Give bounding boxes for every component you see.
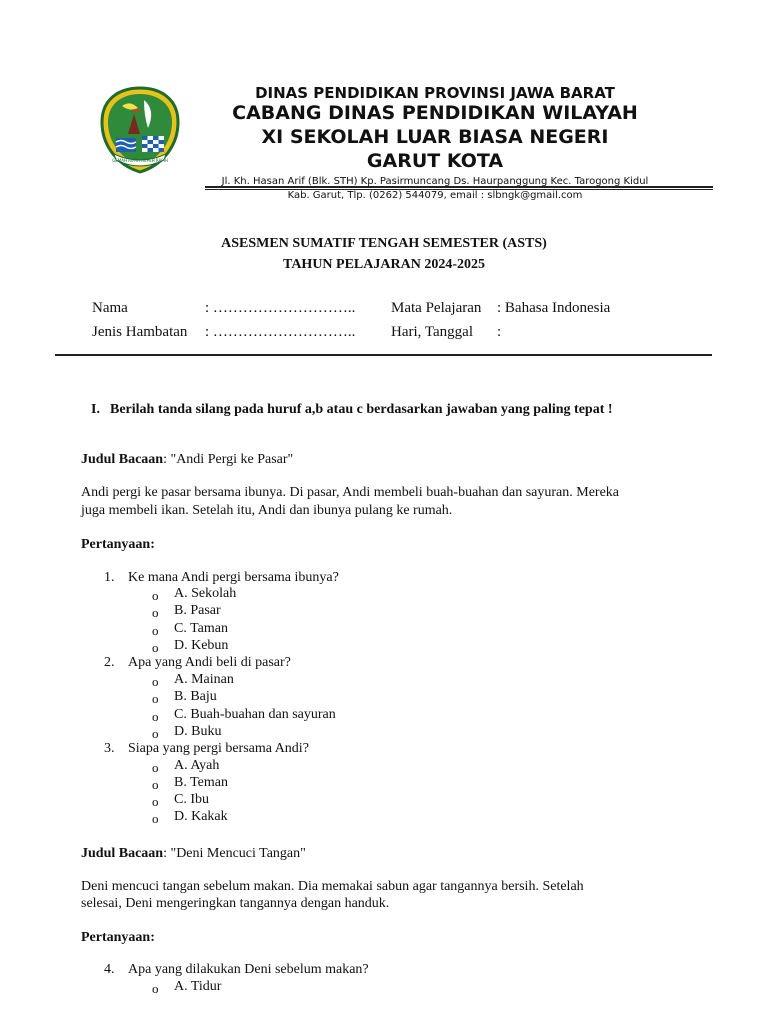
option-item[interactable]: A. Ayah <box>174 758 220 773</box>
option-bullet: o <box>152 640 159 655</box>
province-emblem-logo <box>100 86 180 174</box>
reading-1-label: Judul Bacaan <box>81 452 164 467</box>
hari-field: : <box>497 324 502 340</box>
reading-2-title: : "Deni Mencuci Tangan" <box>163 846 306 861</box>
option-bullet: o <box>152 709 159 724</box>
exam-year: TAHUN PELAJARAN 2024-2025 <box>283 257 485 272</box>
question-number: 1. <box>104 570 115 585</box>
header-address-line-1: Jl. Kh. Hasan Arif (Blk. STH) Kp. Pasirmuncang Ds. Haurpanggung Kec. Tarogong Kidul <box>221 176 649 187</box>
option-bullet: o <box>152 674 159 689</box>
header-branch-line: CABANG DINAS PENDIDIKAN WILAYAH <box>232 102 638 124</box>
reading-1-title: : "Andi Pergi ke Pasar" <box>163 452 294 467</box>
option-item[interactable]: B. Teman <box>174 775 228 790</box>
question-text: Apa yang Andi beli di pasar? <box>128 655 291 670</box>
logo-motto: GEMAH RIPAH REPEH RAPIH <box>112 158 168 163</box>
option-item[interactable]: D. Buku <box>174 724 222 739</box>
option-item[interactable]: D. Kebun <box>174 638 229 653</box>
hambatan-label: Jenis Hambatan <box>92 324 188 340</box>
reading-1-text-line-2: juga membeli ikan. Setelah itu, Andi dan ibunya pulang ke rumah. <box>81 503 453 518</box>
question-text: Siapa yang pergi bersama Andi? <box>128 741 309 756</box>
option-bullet: o <box>152 588 159 603</box>
header-school-line: XI SEKOLAH LUAR BIASA NEGERI <box>261 126 609 148</box>
option-item[interactable]: B. Pasar <box>174 603 221 618</box>
question-number: 4. <box>104 962 115 977</box>
header-agency-line: DINAS PENDIDIKAN PROVINSI JAWA BARAT <box>255 84 615 102</box>
option-item[interactable]: D. Kakak <box>174 809 228 824</box>
option-item[interactable]: A. Sekolah <box>174 586 237 601</box>
header-divider-thick <box>205 186 713 188</box>
section-instruction: Berilah tanda silang pada huruf a,b atau c berdasarkan jawaban yang paling tepat ! <box>110 402 613 417</box>
option-item[interactable]: C. Buah-buahan dan sayuran <box>174 707 336 722</box>
identity-divider <box>55 354 712 356</box>
option-item[interactable]: C. Taman <box>174 621 228 636</box>
nama-label: Nama <box>92 300 128 316</box>
option-bullet: o <box>152 760 159 775</box>
question-number: 2. <box>104 655 115 670</box>
reading-1-heading <box>81 451 293 469</box>
option-bullet: o <box>152 691 159 706</box>
reading-2-heading <box>81 845 306 863</box>
mapel-field: : Bahasa Indonesia <box>497 300 611 316</box>
option-bullet: o <box>152 811 159 826</box>
option-bullet: o <box>152 623 159 638</box>
hari-label: Hari, Tanggal <box>391 324 473 340</box>
reading-2-label: Judul Bacaan <box>81 846 164 861</box>
option-item[interactable]: C. Ibu <box>174 792 209 807</box>
reading-2-text-line-2: selesai, Deni mengeringkan tangannya dengan handuk. <box>81 896 390 911</box>
section-number: I. <box>91 402 100 417</box>
header-city-line: GARUT KOTA <box>366 150 504 172</box>
questions-1-label: Pertanyaan: <box>81 537 155 552</box>
option-bullet: o <box>152 726 159 741</box>
question-text: Apa yang dilakukan Deni sebelum makan? <box>128 962 369 977</box>
option-bullet: o <box>152 981 159 996</box>
nama-field: : ……………………….. <box>205 300 356 316</box>
hambatan-field: : ……………………….. <box>205 324 356 340</box>
reading-2-text-line-1: Deni mencuci tangan sebelum makan. Dia memakai sabun agar tangannya bersih. Setelah <box>81 879 584 894</box>
option-item[interactable]: A. Mainan <box>174 672 234 687</box>
mapel-label: Mata Pelajaran <box>391 300 482 316</box>
questions-2-label: Pertanyaan: <box>81 930 155 945</box>
option-item[interactable]: B. Baju <box>174 689 217 704</box>
option-bullet: o <box>152 794 159 809</box>
exam-title: ASESMEN SUMATIF TENGAH SEMESTER (ASTS) <box>221 236 547 251</box>
reading-1-text-line-1: Andi pergi ke pasar bersama ibunya. Di pasar, Andi membeli buah-buahan dan sayuran. Mereka <box>81 485 620 500</box>
header-address-line-2: Kab. Garut, Tlp. (0262) 544079, email : slbngk@gmail.com <box>287 190 583 201</box>
option-bullet: o <box>152 605 159 620</box>
option-bullet: o <box>152 777 159 792</box>
question-number: 3. <box>104 741 115 756</box>
question-text: Ke mana Andi pergi bersama ibunya? <box>128 570 339 585</box>
option-item[interactable]: A. Tidur <box>174 979 222 994</box>
